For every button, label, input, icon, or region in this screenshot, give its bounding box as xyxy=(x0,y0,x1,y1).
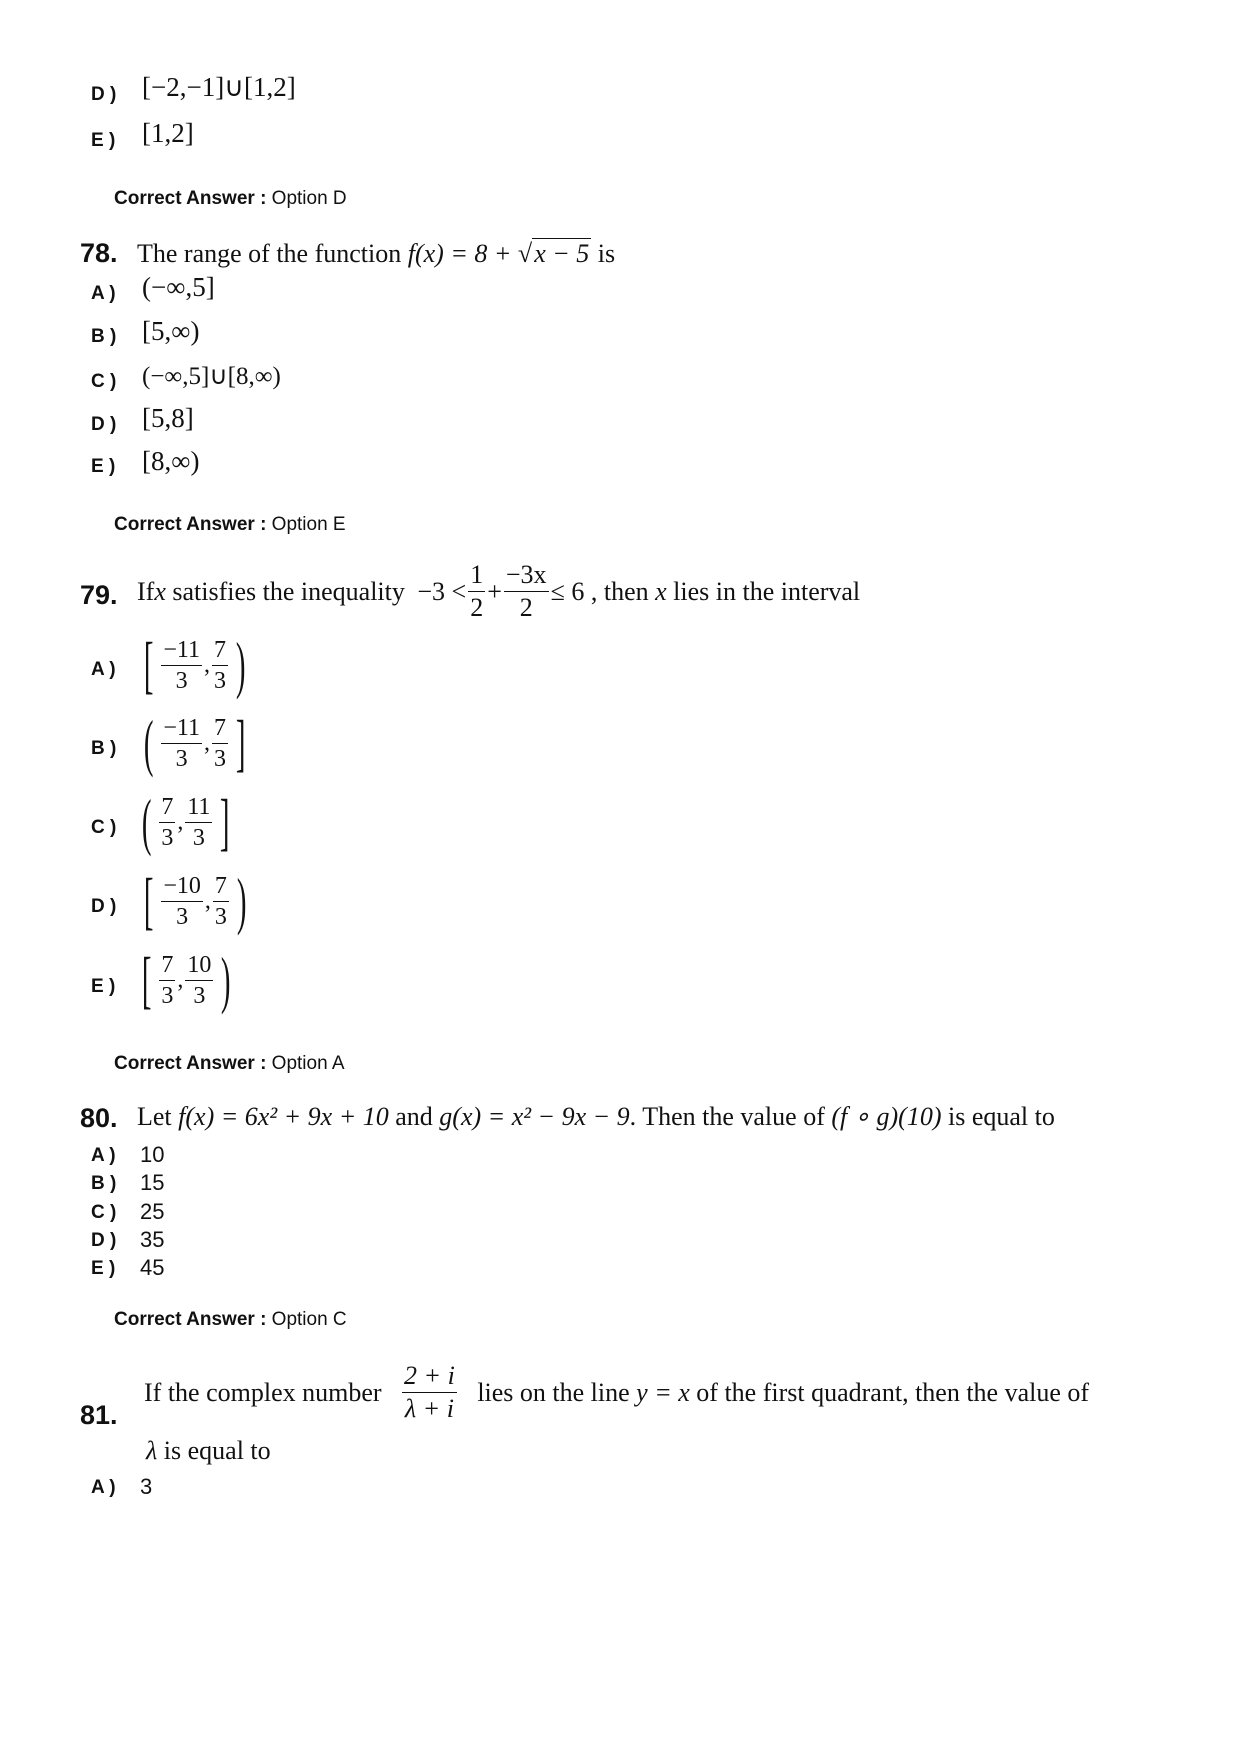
option-text: (−∞,5] xyxy=(142,272,215,302)
question-text-line2: λ is equal to xyxy=(146,1436,271,1465)
option-text: 15 xyxy=(140,1170,165,1195)
option-label: C ) xyxy=(91,1202,117,1223)
option-text: [5,∞) xyxy=(142,316,200,346)
option-text: 35 xyxy=(140,1227,165,1252)
question-number: 79. xyxy=(80,580,118,610)
question-number: 78. xyxy=(80,238,118,268)
question-number: 80. xyxy=(80,1103,118,1133)
correct-answer: Correct Answer : Option A xyxy=(114,1053,345,1074)
question-text: If the complex number $\frac{2 + i}{\lambda + i}$ lies on the line y = x of the first quadrant, then the value of xyxy=(144,1361,1090,1423)
option-interval: ( $\frac{7}{3}$ , $\frac{11}{3}$ ] xyxy=(141,786,230,857)
option-label: E ) xyxy=(91,1258,116,1279)
option-text: 10 xyxy=(140,1142,165,1167)
option-label: D ) xyxy=(91,1230,117,1251)
option-interval: [ $\frac{-10}{3}$ , $\frac{7}{3}$ ) xyxy=(143,865,247,936)
option-label: C ) xyxy=(91,371,117,392)
correct-answer: Correct Answer : Option C xyxy=(114,1309,347,1330)
option-label: E ) xyxy=(91,456,116,477)
option-text: 3 xyxy=(140,1474,153,1499)
option-text: [8,∞) xyxy=(142,446,200,476)
option-label: B ) xyxy=(91,1173,117,1194)
option-label: B ) xyxy=(91,738,117,759)
question-text: If x satisfies the inequality −3 < $\frac{1}{2}$ + $\frac{-3x}{2}$ ≤ 6 , then x lies in the interval xyxy=(137,560,861,622)
option-text: [1,2] xyxy=(142,118,194,148)
option-label: D ) xyxy=(91,414,117,435)
option-label: D ) xyxy=(91,896,117,917)
option-text: (−∞,5]∪[8,∞) xyxy=(142,363,281,390)
option-label: A ) xyxy=(91,1145,116,1166)
question-number: 81. xyxy=(80,1400,118,1430)
correct-answer: Correct Answer : Option E xyxy=(114,514,346,535)
option-interval: [ $\frac{-11}{3}$ , $\frac{7}{3}$ ) xyxy=(143,629,246,700)
option-label: D ) xyxy=(91,84,117,105)
option-label: A ) xyxy=(91,659,116,680)
option-text: 45 xyxy=(140,1255,165,1280)
option-interval: ( $\frac{-11}{3}$ , $\frac{7}{3}$ ] xyxy=(143,707,246,778)
option-label: E ) xyxy=(91,976,116,997)
option-text: 25 xyxy=(140,1199,165,1224)
option-interval: [ $\frac{7}{3}$ , $\frac{10}{3}$ ) xyxy=(141,944,231,1015)
option-label: A ) xyxy=(91,1477,116,1498)
option-label: E ) xyxy=(91,130,116,151)
option-label: A ) xyxy=(91,283,116,304)
question-text: The range of the function f(x) = 8 + √x − 5 is xyxy=(137,239,616,268)
option-text: [5,8] xyxy=(142,403,194,433)
correct-answer: Correct Answer : Option D xyxy=(114,188,347,209)
option-label: C ) xyxy=(91,817,117,838)
option-text: [−2,−1]∪[1,2] xyxy=(142,72,296,102)
option-label: B ) xyxy=(91,326,117,347)
question-text: Let f(x) = 6x² + 9x + 10 and g(x) = x² − 9x − 9. Then the value of (f ∘ g)(10) is equal to xyxy=(137,1102,1055,1131)
